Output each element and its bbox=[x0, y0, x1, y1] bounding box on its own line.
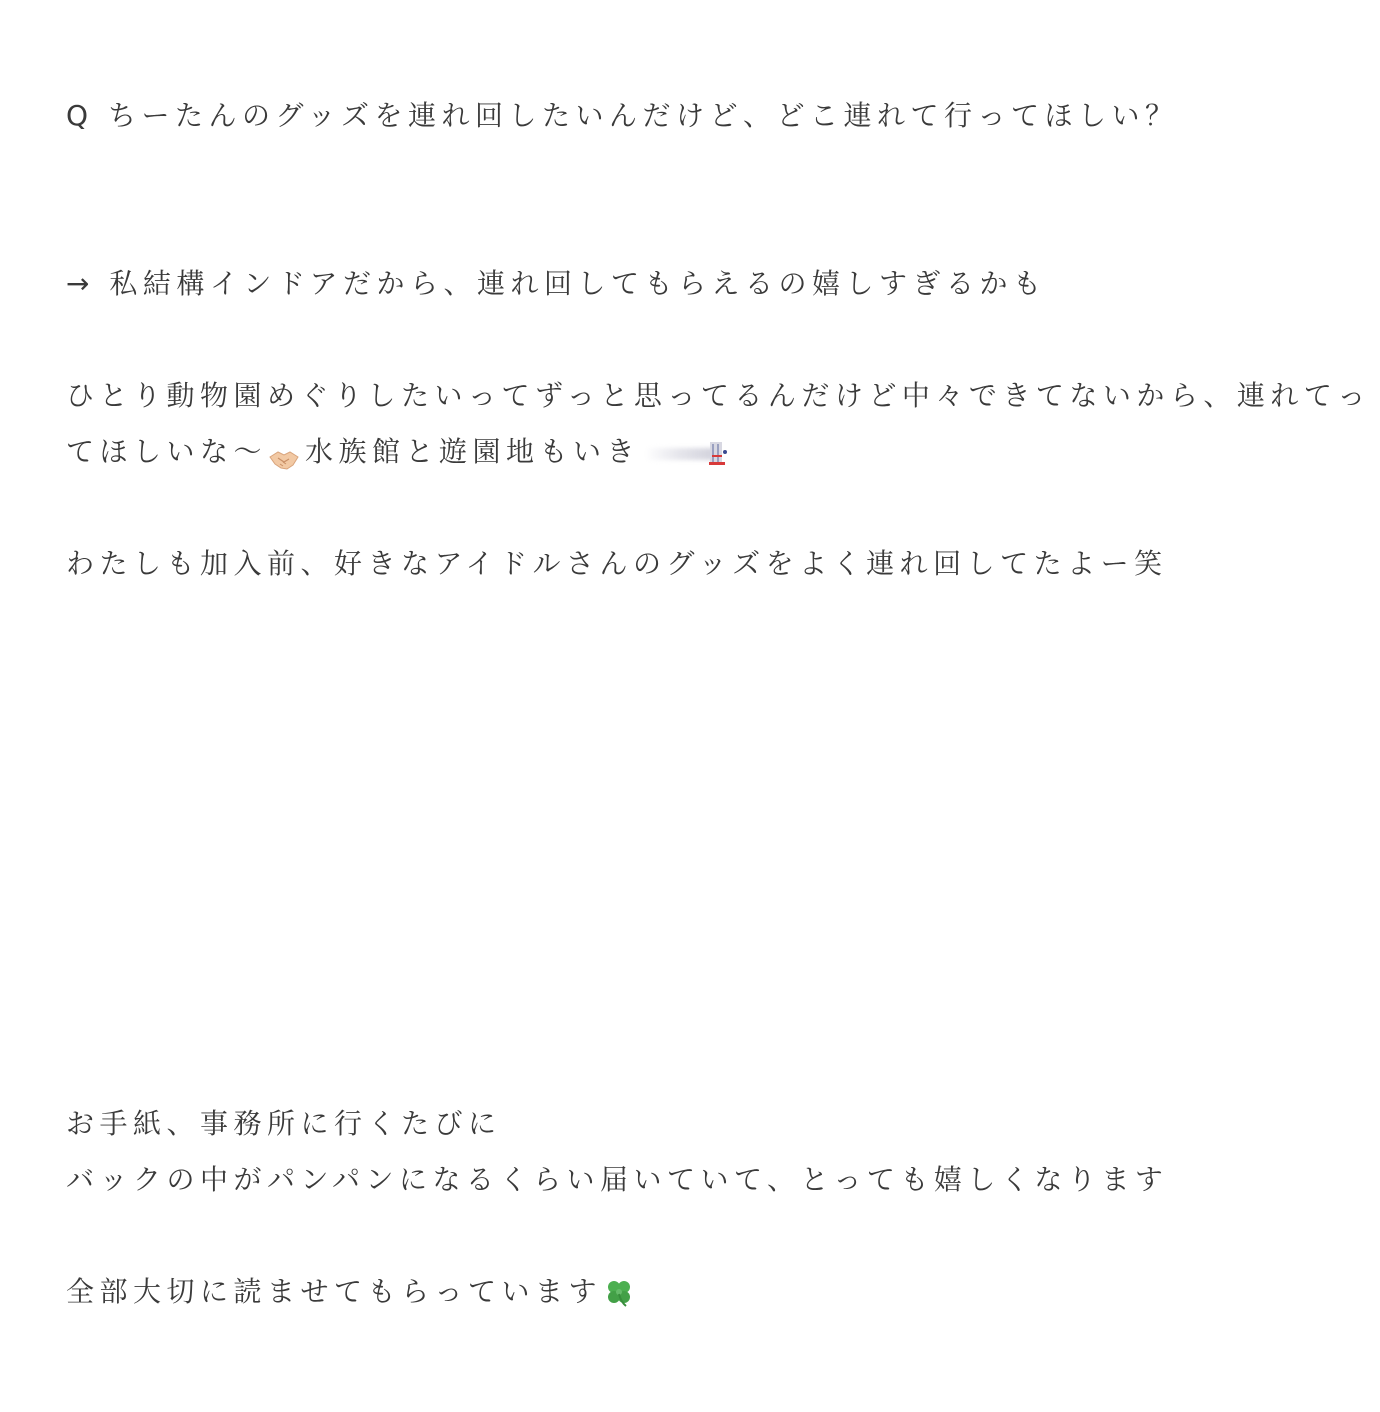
blurred-emoji-icon bbox=[644, 436, 730, 470]
question-line: Q ちーたんのグッズを連れ回したいんだけど、どこ連れて行ってほしい？ bbox=[66, 99, 1179, 132]
answer-paragraph-2-line-1 bbox=[66, 376, 1371, 416]
answer-paragraph-1 bbox=[66, 264, 1047, 304]
question-text bbox=[66, 96, 1179, 136]
answer-line-2a: ひとり動物園めぐりしたいってずっと思ってるんだけど中々できてないから、連れてっ bbox=[66, 379, 1371, 412]
answer-line-1: → 私結構インドアだから、連れ回してもらえるの嬉しすぎるかも bbox=[66, 267, 1047, 300]
letter-paragraph-line-2 bbox=[66, 1160, 1168, 1200]
letter-line-1: お手紙、事務所に行くたびに bbox=[66, 1107, 502, 1140]
answer-line-2b: てほしいな〜 bbox=[66, 435, 268, 468]
answer-paragraph-2-line-2 bbox=[66, 432, 730, 472]
closing-line: 全部大切に読ませてもらっています bbox=[66, 1275, 603, 1308]
letter-paragraph-line-1 bbox=[66, 1104, 502, 1144]
handshake-icon bbox=[269, 442, 299, 464]
four-leaf-clover-icon bbox=[604, 1278, 634, 1308]
closing-paragraph bbox=[66, 1272, 634, 1312]
answer-line-3: わたしも加入前、好きなアイドルさんのグッズをよく連れ回してたよー笑 bbox=[66, 547, 1168, 580]
answer-paragraph-3 bbox=[66, 544, 1168, 584]
answer-line-2c: 水族館と遊園地もいき bbox=[305, 435, 641, 468]
letter-line-2: バックの中がパンパンになるくらい届いていて、とっても嬉しくなります bbox=[66, 1163, 1169, 1196]
